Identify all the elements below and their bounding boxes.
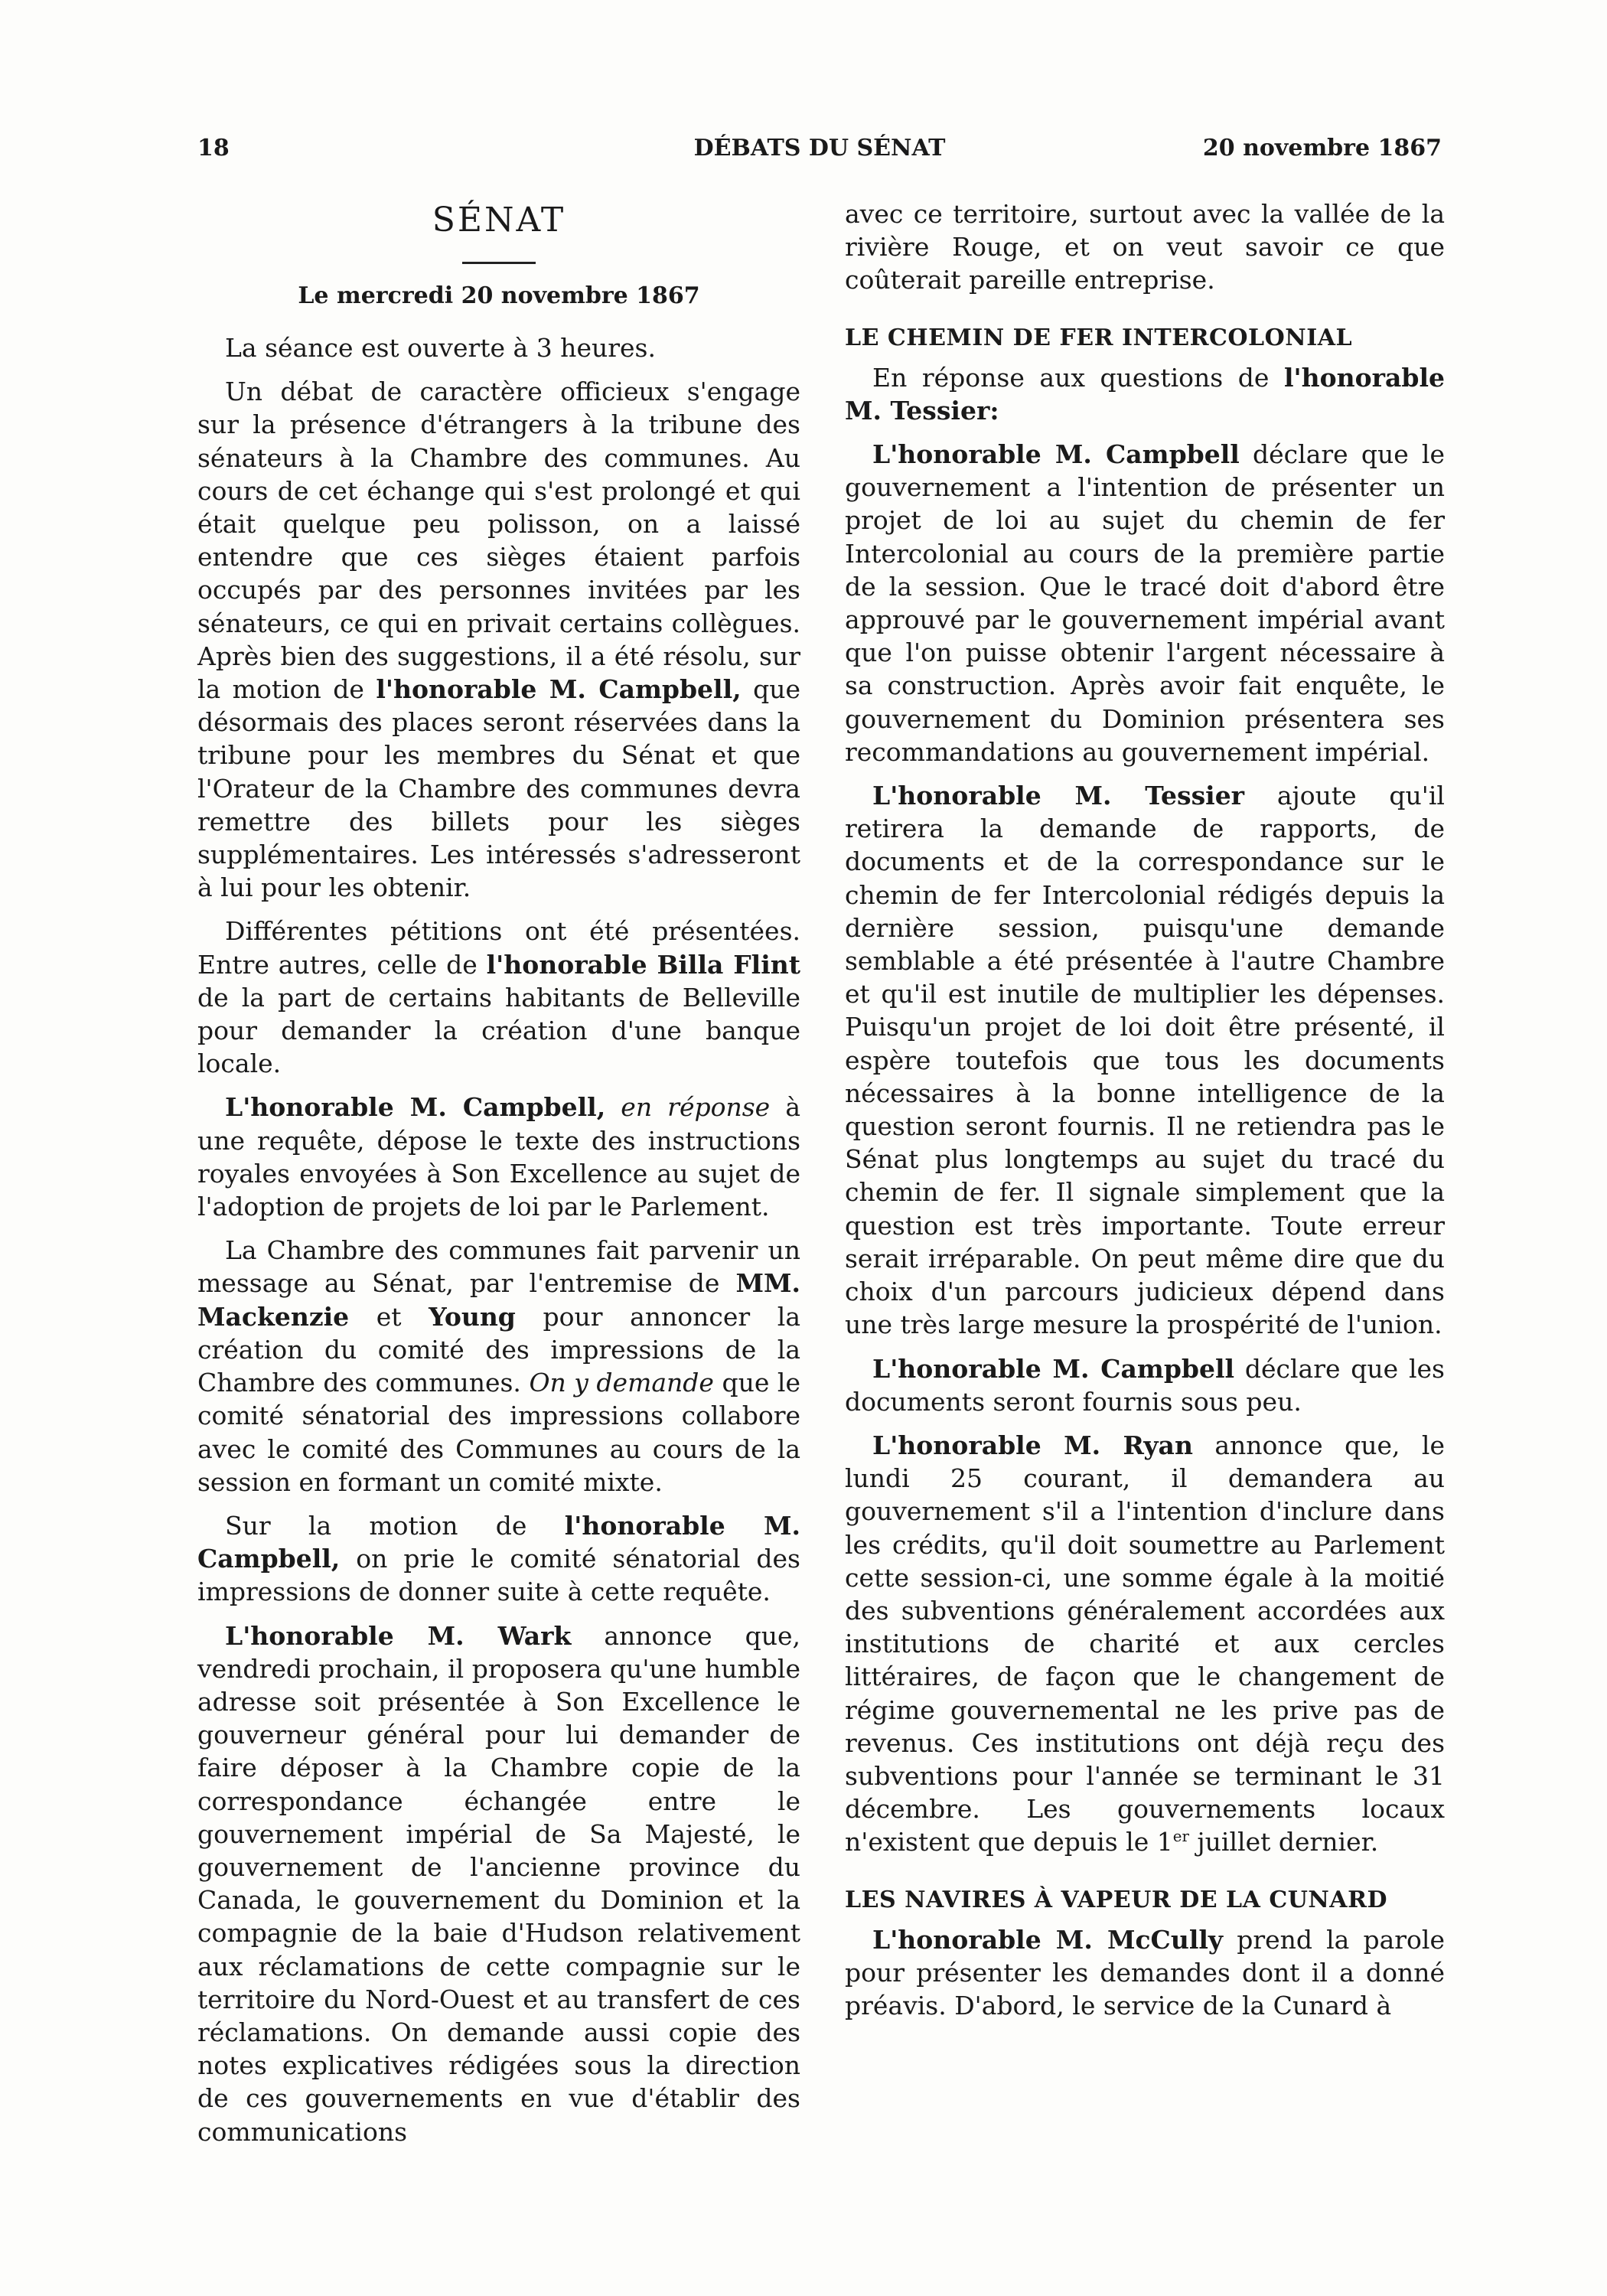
speaker-name: l'honorable Billa Flint	[486, 949, 800, 980]
paragraph-royal-instructions: L'honorable M. Campbell, en réponse à une requête, dépose le texte des instructions royales envoyées à Son Excellence au sujet de l'adoption de projets de loi par le Parlement.	[197, 1092, 800, 1222]
speaker-name: L'honorable M. Tessier	[872, 781, 1245, 811]
paragraph-petitions: Différentes pétitions ont été présentées. Entre autres, celle de l'honorable Billa Flint de la part de certains habitants de Belleville pour demander la création d'une banque locale.	[197, 916, 800, 1079]
speaker-name: L'honorable M. Ryan	[872, 1430, 1193, 1460]
speaker-name: L'honorable M. Campbell	[872, 439, 1240, 470]
running-title: DÉBATS DU SÉNAT	[693, 135, 946, 161]
speaker-name: MM. Mackenzie	[197, 1268, 800, 1332]
title-rule	[462, 262, 536, 264]
paragraph-mccully: L'honorable M. McCully prend la parole pour présenter les demandes dont il a donné préavis. D'abord, le service de la Cunard à	[845, 1924, 1445, 2020]
paragraph-gallery-debate: Un débat de caractère officieux s'engage sur la présence d'étrangers à la tribune des sénateurs à la Chambre des communes. Au cours de cet échange qui s'est prolongé et qui était quelque peu polisson, on a laissé entendre que ces sièges étaient parfois occupés par des personnes invitées par les sénateurs, ce qui en privait certains collègues. Après bien des suggestions, il a été résolu, sur la motion de l'honorable M. Campbell, que désormais des places seront réservées dans la tribune pour les membres du Sénat et que l'Orateur de la Chambre des communes devra remettre des billets pour les sièges supplémentaires. Les intéressés s'adresseront à lui pour les obtenir.	[197, 377, 800, 903]
speaker-name: Young	[429, 1301, 516, 1332]
paragraph-opening: La séance est ouverte à 3 heures.	[225, 333, 656, 363]
paragraph-continuation: avec ce territoire, surtout avec la vallée de la rivière Rouge, et on veut savoir ce que coûterait pareille entreprise.	[845, 199, 1445, 295]
speaker-name: L'honorable M. Campbell,	[225, 1092, 606, 1123]
section-heading-cunard: LES NAVIRES À VAPEUR DE LA CUNARD	[845, 1886, 1388, 1913]
speaker-name: l'honorable M. Tessier:	[845, 362, 1445, 426]
speaker-name: L'honorable M. McCully	[872, 1924, 1224, 1955]
paragraph-question: En réponse aux questions de l'honorable M. Tessier:	[845, 362, 1445, 426]
paragraph-ryan-notice: L'honorable M. Ryan annonce que, le lundi 25 courant, il demandera au gouvernement s'il a l'intention d'inclure dans les crédits, qu'il doit soumettre au Parlement cette session-ci, une somme égale à la moitié des subventions généralement accordées aux institutions de charité et aux cercles littéraires, de façon que le changement de régime gouvernemental ne les prive pas de revenus. Ces institutions ont déjà reçu des subventions pour l'année se terminant le 31 décembre. Les gouvernements locaux n'existent que depuis le 1er juillet dernier.	[845, 1430, 1445, 1857]
page-number: 18	[197, 135, 230, 161]
section-heading-intercolonial: LE CHEMIN DE FER INTERCOLONIAL	[845, 324, 1353, 351]
right-column	[845, 197, 1445, 2033]
paragraph-commons-message: La Chambre des communes fait parvenir un message au Sénat, par l'entremise de MM. Mackenzie et Young pour annoncer la création du comité des impressions de la Chambre des communes. On y demande que le comité sénatorial des impressions collabore avec le comité des Communes au cours de la session en formant un comité mixte.	[197, 1235, 800, 1497]
running-header	[197, 135, 1442, 174]
paragraph-campbell-documents: L'honorable M. Campbell déclare que les documents seront fournis sous peu.	[845, 1353, 1445, 1417]
paragraph-campbell-reply: L'honorable M. Campbell déclare que le gouvernement a l'intention de présenter un projet de loi au sujet du chemin de fer Intercolonial au cours de la première partie de la session. Que le tracé doit d'abord être approuvé par le gouvernement impérial avant que l'on puisse obtenir l'argent nécessaire à sa construction. Après avoir fait enquête, le gouvernement du Dominion présentera ses recommandations au gouvernement impérial.	[845, 439, 1445, 767]
page-title: SÉNAT	[432, 201, 566, 240]
speaker-name: l'honorable M. Campbell,	[197, 1510, 800, 1574]
paragraph-tessier: L'honorable M. Tessier ajoute qu'il retirera la demande de rapports, de documents et de la correspondance sur le chemin de fer Intercolonial rédigés depuis la dernière session, puisqu'une demande semblable a été présentée à l'autre Chambre et qu'il est inutile de multiplier les dépenses. Puisqu'un projet de loi doit être présenté, il espère toutefois que tous les documents nécessaires à la bonne intelligence de la question seront fournis. Il ne retiendra pas le Sénat plus longtemps au sujet du tracé du chemin de fer. Il signale simplement que la question est très importante. Toute erreur serait irréparable. On peut même dire que du choix d'un parcours judicieux dépend dans une très large mesure la prospérité de l'union.	[845, 781, 1445, 1340]
left-column	[197, 197, 800, 2159]
speaker-name: l'honorable M. Campbell,	[376, 674, 742, 705]
sitting-date: Le mercredi 20 novembre 1867	[298, 282, 700, 309]
running-date: 20 novembre 1867	[1202, 135, 1442, 161]
speaker-name: L'honorable M. Campbell	[872, 1353, 1235, 1384]
speaker-name: L'honorable M. Wark	[225, 1620, 572, 1651]
paragraph-wark-notice: L'honorable M. Wark annonce que, vendredi prochain, il proposera qu'une humble adresse soit présentée à Son Excellence le gouverneur général pour lui demander de faire déposer à la Chambre copie de la correspondance échangée entre le gouvernement impérial de Sa Majesté, le gouvernement de l'ancienne province du Canada, le gouvernement du Dominion et la compagnie de la baie d'Hudson relativement aux réclamations de cette compagnie sur le territoire du Nord-Ouest et au transfert de ces réclamations. On demande aussi copie des notes explicatives rédigées sous la direction de ces gouvernements en vue d'établir des communications	[197, 1620, 800, 2147]
paragraph-motion-printing: Sur la motion de l'honorable M. Campbell, on prie le comité sénatorial des impressions de donner suite à cette requête.	[197, 1510, 800, 1607]
